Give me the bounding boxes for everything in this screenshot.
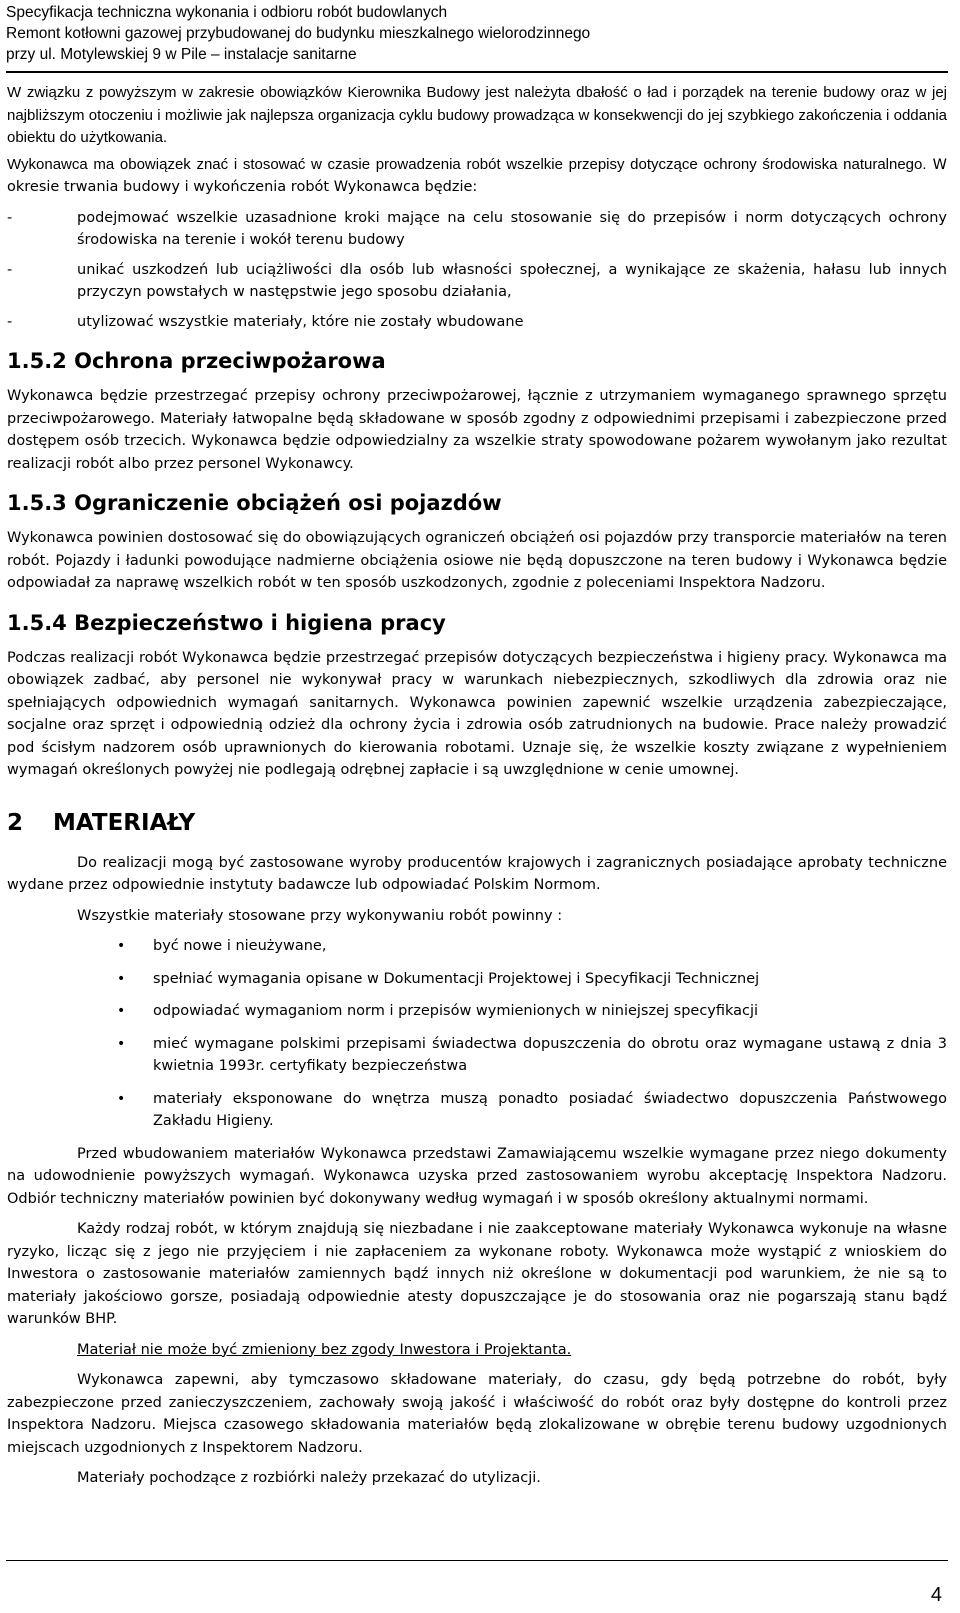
list-item-text: spełniać wymagania opisane w Dokumentacji Projektowej i Specyfikacji Technicznej: [153, 970, 760, 987]
list-item-text: materiały eksponowane do wnętrza muszą ponadto posiadać świadectwo dopuszczenia Państwowego Zakładu Higieny.: [153, 1090, 947, 1129]
list-item-text: odpowiadać wymaganiom norm i przepisów wymienionych w niniejszej specyfikacji: [153, 1003, 759, 1019]
materials-paragraph-6: Wykonawca zapewni, aby tymczasowo składowane materiały, do czasu, gdy będą potrzebne do robót, były zabezpieczone przed zanieczyszczeniem, zachowały swoją jakość i właściwość do robót oraz były dostępne do kontroli przez Inspektora Nadzoru. Miejsca czasowego składowania materiałów będą zlokalizowane w obrębie terenu budowy uzgodnionych miejscach uzgodnionych z Inspektorem Nadzoru.: [7, 1372, 947, 1456]
list-item: [7, 935, 947, 958]
header-line-3: przy ul. Motylewskiej 9 w Pile – instalacje sanitarne: [6, 46, 357, 63]
bullet-icon: •: [117, 1003, 126, 1019]
list-item: [7, 1000, 947, 1023]
chapter-title: MATERIAŁY: [53, 809, 196, 836]
environment-duties-list: [7, 207, 947, 334]
materials-note-underlined: Materiał nie może być zmieniony bez zgody Inwestora i Projektanta.: [77, 1341, 572, 1358]
header-line-1: Specyfikacja techniczna wykonania i odbioru robót budowlanych: [6, 4, 448, 21]
section-body-axle-load: Wykonawca powinien dostosować się do obowiązujących ograniczeń obciążeń osi pojazdów przy transporcie materiałów na teren robót. Pojazdy i ładunki powodujące nadmierne obciążenia osiowe nie będą dopuszczone na teren budowy i Wykonawca będzie odpowiadał za naprawę wszelkich robót w ten sposób uszkodzonych, zgodnie z poleceniami Inspektora Nadzoru.: [7, 530, 947, 591]
intro-p2-part2: W okresie trwania budowy i wykończenia robót Wykonawca będzie:: [7, 156, 947, 195]
page-number: 4: [930, 1584, 942, 1606]
section-heading-axle-load: 1.5.3 Ograniczenie obciążeń osi pojazdów: [7, 491, 502, 515]
intro-paragraph-1: W związku z powyższym w zakresie obowiązków Kierownika Budowy jest należyta dbałość o ład i porządek na terenie budowy oraz w jej najbliższym otoczeniu i możliwie jak najlepsza organizacja cyklu budowy prowadząca w konsekwencji do jej szybkiego zakończenia i oddania obiektu do użytkowania.: [7, 84, 947, 146]
materials-paragraph-1: Do realizacji mogą być zastosowane wyroby producentów krajowych i zagranicznych posiadające aprobaty techniczne wydane przez odpowiednie instytuty badawcze lub odpowiadać Polskim Normom.: [7, 854, 947, 893]
bullet-icon: •: [117, 1090, 126, 1107]
list-item: [7, 1033, 947, 1078]
bullet-icon: •: [117, 938, 126, 954]
header-divider: [6, 71, 948, 73]
section-heading-fire-protection: 1.5.2 Ochrona przeciwpożarowa: [7, 349, 386, 373]
header-line-2: Remont kotłowni gazowej przybudowanej do budynku mieszkalnego wielorodzinnego: [6, 25, 591, 42]
list-item-text: podejmować wszelkie uzasadnione kroki mające na celu stosowanie się do przepisów i norm dotyczących ochrony środowiska na terenie i wokół terenu budowy: [77, 209, 947, 248]
footer-divider: [6, 1560, 948, 1561]
materials-paragraph-3: Przed wbudowaniem materiałów Wykonawca przedstawi Zamawiającemu wszelkie wymagane przez niego dokumenty na udowodnienie powyższych wymagań. Wykonawca uzyska przed zastosowaniem wyrobu akceptację Inspektora Nadzoru. Odbiór techniczny materiałów powinien być dokonywany według wymagań i w sposób określony aktualnymi normami.: [7, 1145, 947, 1207]
bullet-icon: •: [117, 1035, 126, 1052]
list-item-text: być nowe i nieużywane,: [153, 938, 327, 954]
materials-paragraph-2: Wszystkie materiały stosowane przy wykonywaniu robót powinny :: [77, 907, 563, 924]
section-heading-health-safety: 1.5.4 Bezpieczeństwo i higiena pracy: [7, 610, 446, 635]
chapter-number: 2: [7, 809, 24, 836]
materials-paragraph-4: Każdy rodzaj robót, w którym znajdują się niezbadane i nie zaakceptowane materiały Wykonawca wykonuje na własne ryzyko, licząc się z jego nie przyjęciem i nie zapłaceniem za wykonane roboty. Wykonawca może wystąpić z wnioskiem do Inwestora o zastosowanie materiałów zamiennych bądź innych niż określone w dokumentacji pod warunkiem, że nie są to materiały jakościowo gorsze, posiadają odpowiednie atesty dopuszczające je do stosowania oraz nie pogarszają stanu bądź warunków BHP.: [7, 1221, 947, 1327]
dash-marker: -: [7, 261, 13, 278]
materials-paragraph-5: [7, 1339, 947, 1362]
chapter-heading-materials: [7, 808, 947, 838]
materials-paragraph-7: Materiały pochodzące z rozbiórki należy przekazać do utylizacji.: [77, 1470, 541, 1486]
bullet-icon: •: [117, 970, 126, 987]
intro-p2-part1: Wykonawca ma obowiązek znać i stosować w czasie prowadzenia robót wszelkie przepisy dotyczące ochrony środowiska naturalnego.: [7, 155, 927, 173]
dash-marker: -: [7, 313, 13, 330]
document-body: [7, 82, 947, 1498]
dash-marker: -: [7, 209, 13, 226]
section-body-fire-protection: Wykonawca będzie przestrzegać przepisy ochrony przeciwpożarowej, łącznie z utrzymaniem wymaganego sprawnego sprzętu przeciwpożarowego. Materiały łatwopalne będą składowane w sposób zgodny z odpowiednimi przepisami i zabezpieczone przed dostępem osób trzecich. Wykonawca będzie odpowiedzialny za wszelkie straty spowodowane pożarem wywołanym jako rezultat realizacji robót albo przez personel Wykonawcy.: [7, 388, 947, 472]
list-item: [7, 207, 947, 252]
materials-requirements-list: [7, 935, 947, 1133]
section-body-health-safety: Podczas realizacji robót Wykonawca będzie przestrzegać przepisów dotyczących bezpieczeństwa i higieny pracy. Wykonawca ma obowiązek zadbać, aby personel nie wykonywał pracy w warunkach niebezpiecznych, szkodliwych dla zdrowia oraz nie spełniających odpowiednich wymagań sanitarnych. Wykonawca powinien zapewnić wszelkie urządzenia zabezpieczające, socjalne oraz sprzęt i odpowiednią odzież dla ochrony życia i zdrowia osób zatrudnionych na budowie. Prace należy prowadzić pod ścisłym nadzorem osób uprawnionych do kierowania robotami. Uznaje się, że wszelkie koszty związane z wypełnieniem wymagań określonych powyżej nie podlegają odrębnej zapłacie i są uwzględnione w cenie umownej.: [7, 649, 947, 778]
list-item-text: unikać uszkodzeń lub uciążliwości dla osób lub własności społecznej, a wynikające ze skażenia, hałasu lub innych przyczyn powstałych w następstwie jego sposobu działania,: [77, 261, 947, 300]
intro-paragraph-2: [7, 154, 947, 199]
list-item: [7, 259, 947, 304]
list-item: [7, 311, 947, 334]
list-item-text: mieć wymagane polskimi przepisami świadectwa dopuszczenia do obrotu oraz wymagane ustawą z dnia 3 kwietnia 1993r. certyfikaty bezpieczeństwa: [153, 1035, 947, 1074]
list-item: [7, 968, 947, 991]
document-header: [6, 2, 946, 65]
list-item: [7, 1088, 947, 1133]
list-item-text: utylizować wszystkie materiały, które nie zostały wbudowane: [77, 313, 524, 330]
